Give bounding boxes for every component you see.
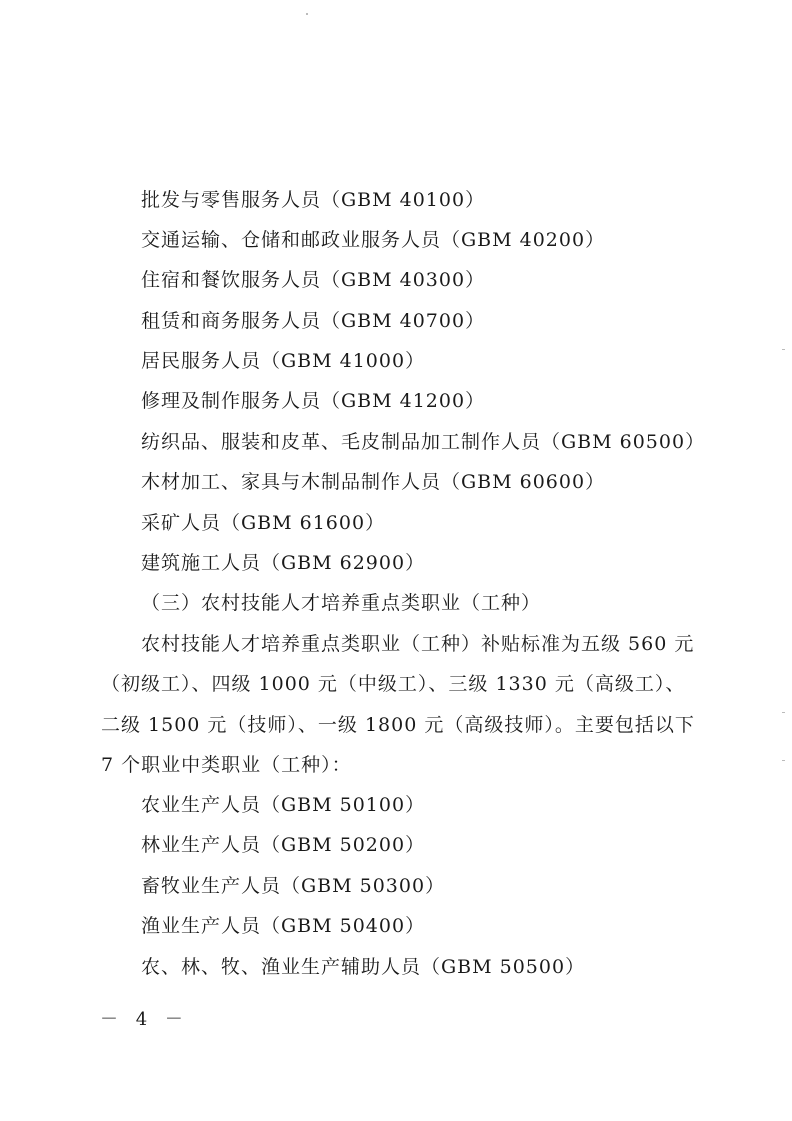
list-item: 住宿和餐饮服务人员（GBM 40300） (141, 269, 486, 291)
paragraph-line: （初级工）、四级 1000 元（中级工）、三级 1330 元（高级工）、 (101, 673, 686, 695)
list-item: 林业生产人员（GBM 50200） (141, 834, 426, 856)
scan-speck (782, 349, 785, 350)
scan-speck (782, 712, 785, 713)
scan-speck (782, 760, 785, 761)
list-item: 纺织品、服装和皮革、毛皮制品加工制作人员（GBM 60500） (141, 431, 706, 453)
paragraph-line: 二级 1500 元（技师）、一级 1800 元（高级技师）。主要包括以下 (101, 714, 695, 736)
section-heading: （三）农村技能人才培养重点类职业（工种） (141, 592, 542, 614)
list-item: 批发与零售服务人员（GBM 40100） (141, 189, 486, 211)
list-item: 渔业生产人员（GBM 50400） (141, 915, 426, 937)
list-item: 居民服务人员（GBM 41000） (141, 350, 426, 372)
list-item: 木材加工、家具与木制品制作人员（GBM 60600） (141, 471, 606, 493)
list-item: 修理及制作服务人员（GBM 41200） (141, 390, 486, 412)
list-item: 交通运输、仓储和邮政业服务人员（GBM 40200） (141, 229, 606, 251)
list-item: 农业生产人员（GBM 50100） (141, 794, 426, 816)
list-item: 建筑施工人员（GBM 62900） (141, 552, 426, 574)
scan-speck (306, 13, 308, 15)
list-item: 畜牧业生产人员（GBM 50300） (141, 875, 446, 897)
paragraph-line: 7 个职业中类职业（工种）： (101, 754, 352, 776)
page-number: － 4 － (100, 1009, 189, 1030)
list-item: 采矿人员（GBM 61600） (141, 512, 386, 534)
list-item: 农、林、牧、渔业生产辅助人员（GBM 50500） (141, 956, 586, 978)
paragraph-line: 农村技能人才培养重点类职业（工种）补贴标准为五级 560 元 (141, 633, 695, 655)
list-item: 租赁和商务服务人员（GBM 40700） (141, 310, 486, 332)
